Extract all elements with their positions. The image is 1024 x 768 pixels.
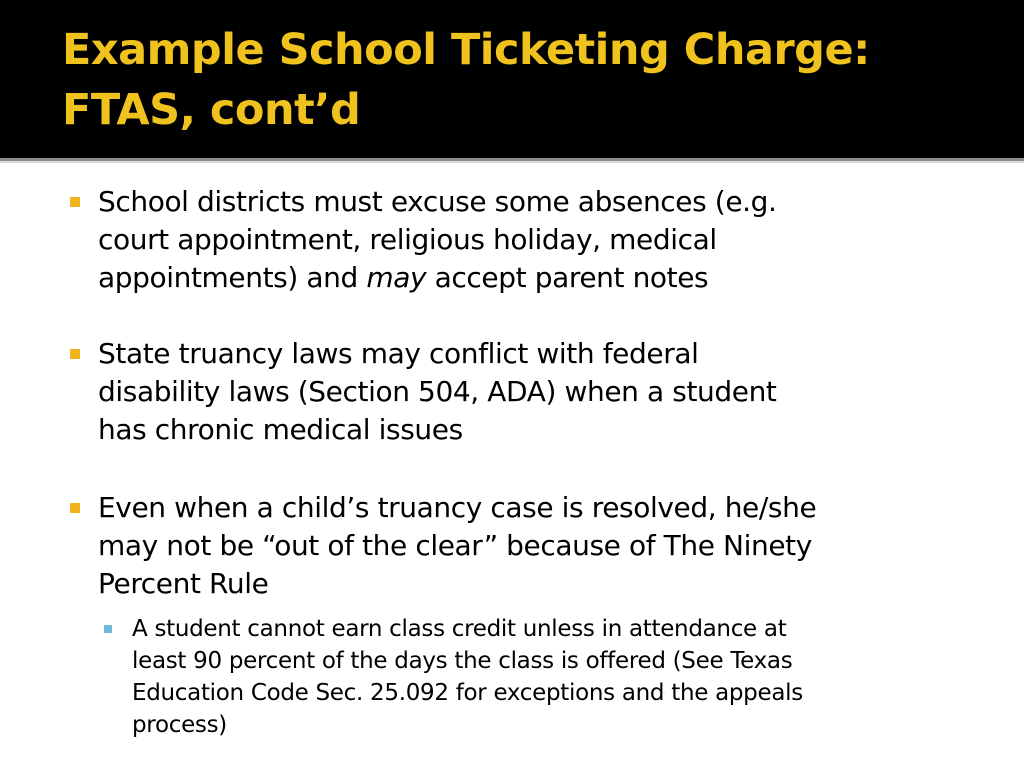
emphasis-may: may — [366, 261, 427, 294]
sub-bullet-line-4: process) — [132, 712, 227, 738]
square-bullet-icon — [70, 503, 80, 513]
bullet-3-line-1: Even when a child’s truancy case is resolved, he/she — [98, 491, 817, 524]
bullet-1-line-2: court appointment, religious holiday, medical — [98, 223, 717, 256]
sub-bullet-line-1: A student cannot earn class credit unless in attendance at — [132, 616, 787, 642]
title-bar — [0, 0, 1024, 158]
square-bullet-icon — [70, 197, 80, 207]
bullet-text-2 — [98, 335, 970, 449]
bullet-3-line-3: Percent Rule — [98, 567, 269, 600]
bullet-3-line-2: may not be “out of the clear” because of The Ninety — [98, 529, 812, 562]
sub-bullet-text-1 — [132, 613, 984, 741]
square-sub-bullet-icon — [104, 625, 112, 633]
sub-bullet-line-2: least 90 percent of the days the class is offered (See Texas — [132, 648, 793, 674]
bullet-2-line-1: State truancy laws may conflict with federal — [98, 337, 699, 370]
bullet-text-3 — [98, 489, 970, 603]
slide-title — [62, 20, 1002, 140]
slide-title-line-1: Example School Ticketing Charge: — [62, 25, 870, 75]
bullet-1-line-3: appointments) and may accept parent notes — [98, 261, 709, 294]
bullet-2-line-3: has chronic medical issues — [98, 413, 463, 446]
sub-bullet-line-3: Education Code Sec. 25.092 for exceptions and the appeals — [132, 680, 803, 706]
slide-title-line-2: FTAS, cont’d — [62, 85, 361, 135]
slide-body — [0, 163, 1024, 768]
square-bullet-icon — [70, 349, 80, 359]
bullet-text-1 — [98, 183, 970, 297]
bullet-2-line-2: disability laws (Section 504, ADA) when a student — [98, 375, 777, 408]
bullet-1-line-1: School districts must excuse some absences (e.g. — [98, 185, 777, 218]
